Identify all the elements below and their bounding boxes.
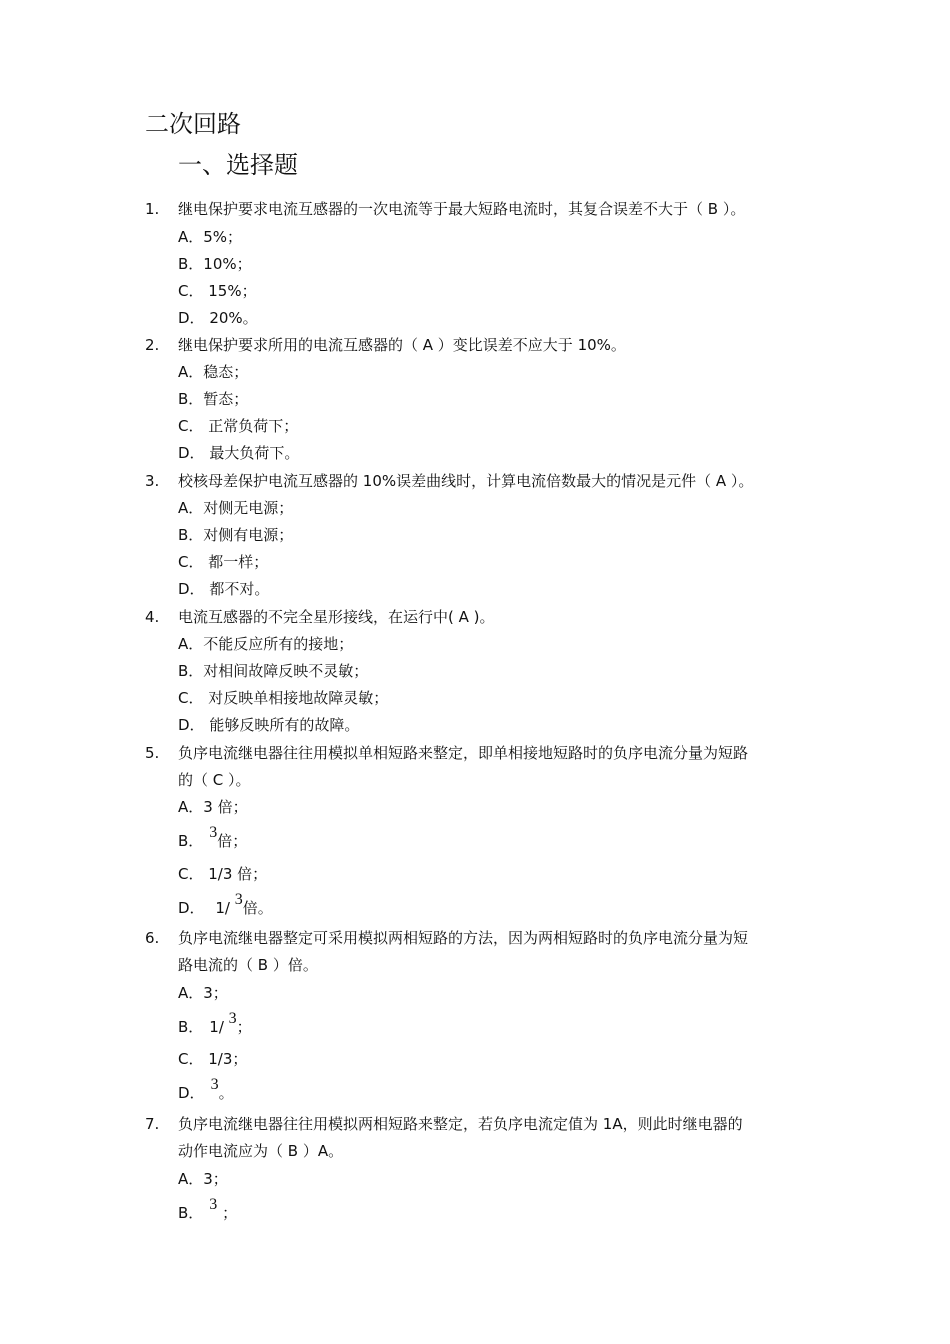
option-label: B． — [178, 832, 204, 850]
option-text: ； — [236, 1018, 252, 1036]
option-label: A． — [178, 228, 204, 246]
answer-option — [178, 983, 228, 1003]
option-text: 5%； — [203, 228, 243, 246]
answer-option — [178, 715, 359, 735]
sqrt-three-symbol: 3 — [234, 891, 243, 908]
option-label: B． — [178, 662, 204, 680]
answer-option — [178, 1196, 238, 1224]
answer-option — [178, 552, 268, 572]
option-prefix: 1/ — [209, 1018, 229, 1036]
option-label: D． — [178, 899, 205, 917]
sqrt-three-symbol: 3 — [209, 824, 218, 841]
option-label: A． — [178, 1170, 204, 1188]
answer-option — [178, 891, 273, 919]
option-label: B． — [178, 255, 204, 273]
question-text: 电流互感器的不完全星形接线，在运行中( A )。 — [178, 608, 495, 626]
option-text: 3； — [203, 1170, 228, 1188]
option-label: A． — [178, 635, 204, 653]
option-label: C． — [178, 417, 204, 435]
option-text: 能够反映所有的故障。 — [204, 716, 360, 734]
answer-option — [178, 797, 248, 817]
option-label: A． — [178, 798, 204, 816]
option-label: A． — [178, 984, 204, 1002]
answer-option — [178, 308, 258, 328]
question-number: 4. — [145, 608, 160, 626]
answer-option — [178, 1076, 234, 1104]
question-text: 动作电流应为（ B ）A。 — [178, 1142, 344, 1160]
option-label: C． — [178, 282, 204, 300]
document-title: 二次回路 — [145, 110, 241, 138]
option-text: 稳态； — [203, 363, 249, 381]
question-number: 1. — [145, 200, 160, 218]
answer-option — [178, 254, 252, 274]
option-text: 1/3； — [203, 1050, 248, 1068]
option-label: C． — [178, 689, 204, 707]
question-text: 的（ C ）。 — [178, 771, 251, 789]
sqrt-three-symbol: 3 — [228, 1010, 237, 1027]
answer-option — [178, 579, 269, 599]
option-label: D． — [178, 1084, 205, 1102]
option-label: B． — [178, 390, 204, 408]
answer-option — [178, 1049, 247, 1069]
question-text: 负序电流继电器整定可采用模拟两相短路的方法，因为两相短路时的负序电流分量为短 — [178, 929, 749, 947]
question-number: 5. — [145, 744, 160, 762]
option-label: A． — [178, 363, 204, 381]
section-heading: 一、选择题 — [178, 151, 298, 179]
answer-option — [178, 281, 257, 301]
question-number: 3. — [145, 472, 160, 490]
option-label: B． — [178, 526, 204, 544]
option-label: C． — [178, 1050, 204, 1068]
option-label: B． — [178, 1204, 204, 1222]
option-text: 20%。 — [204, 309, 258, 327]
answer-option — [178, 389, 248, 409]
option-text: 正常负荷下； — [203, 417, 299, 435]
answer-option — [178, 1169, 228, 1189]
option-text: 15%； — [203, 282, 257, 300]
question-text: 路电流的（ B ）倍。 — [178, 956, 318, 974]
option-label: D． — [178, 309, 205, 327]
question-text: 校核母差保护电流互感器的 10%误差曲线时，计算电流倍数最大的情况是元件（ A ）。 — [178, 472, 754, 490]
answer-option — [178, 525, 293, 545]
sqrt-three-symbol: 3 — [209, 1196, 218, 1213]
option-text: 3 倍； — [203, 798, 248, 816]
option-text: 最大负荷下。 — [204, 444, 300, 462]
option-label: C． — [178, 865, 204, 883]
option-text: 3； — [203, 984, 228, 1002]
answer-option — [178, 362, 248, 382]
option-text: 。 — [218, 1084, 234, 1102]
option-label: D． — [178, 580, 205, 598]
option-text: 对侧有电源； — [203, 526, 294, 544]
answer-option — [178, 688, 388, 708]
option-text: 都不对。 — [204, 580, 270, 598]
option-text: 对反映单相接地故障灵敏； — [203, 689, 389, 707]
answer-option — [178, 661, 368, 681]
option-label: B． — [178, 1018, 204, 1036]
option-text: ； — [217, 1204, 238, 1222]
option-text: 对相间故障反映不灵敏； — [203, 662, 369, 680]
answer-option — [178, 443, 299, 463]
answer-option — [178, 824, 248, 852]
option-text: 倍。 — [242, 899, 273, 917]
option-text: 对侧无电源； — [203, 499, 294, 517]
sqrt-three-symbol: 3 — [210, 1076, 219, 1093]
option-label: A． — [178, 499, 204, 517]
answer-option — [178, 634, 353, 654]
answer-option — [178, 1010, 252, 1038]
question-number: 7. — [145, 1115, 160, 1133]
option-text: 1/3 倍； — [203, 865, 268, 883]
option-text: 倍； — [217, 832, 248, 850]
question-number: 6. — [145, 929, 160, 947]
option-prefix: 1/ — [210, 899, 235, 917]
option-label: D． — [178, 444, 205, 462]
question-text: 继电保护要求电流互感器的一次电流等于最大短路电流时，其复合误差不大于（ B ）。 — [178, 200, 746, 218]
answer-option — [178, 416, 298, 436]
question-text: 继电保护要求所用的电流互感器的（ A ）变比误差不应大于 10%。 — [178, 336, 626, 354]
answer-option — [178, 498, 293, 518]
question-text: 负序电流继电器往往用模拟单相短路来整定，即单相接地短路时的负序电流分量为短路 — [178, 744, 749, 762]
answer-option — [178, 227, 242, 247]
option-text: 暂态； — [203, 390, 249, 408]
option-text: 10%； — [203, 255, 252, 273]
answer-option — [178, 864, 267, 884]
question-text: 负序电流继电器往往用模拟两相短路来整定，若负序电流定值为 1A，则此时继电器的 — [178, 1115, 743, 1133]
option-text: 都一样； — [203, 553, 269, 571]
option-text: 不能反应所有的接地； — [203, 635, 354, 653]
option-label: D． — [178, 716, 205, 734]
option-label: C． — [178, 553, 204, 571]
question-number: 2. — [145, 336, 160, 354]
